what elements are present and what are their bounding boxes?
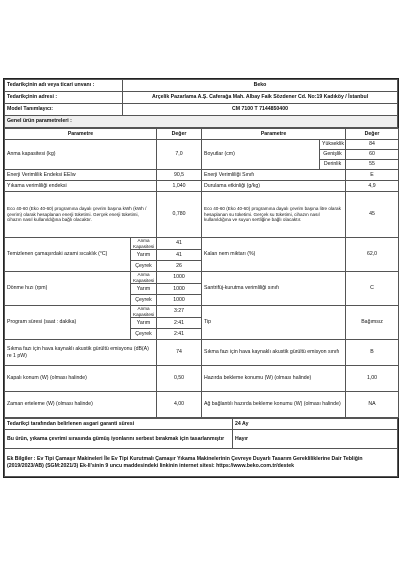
height-value: 84 [346, 140, 399, 150]
silver-ion-label: Bu ürün, yıkama çevrimi sırasında gümüş iyonlarını serbest bırakmak için tasarlanmıştır [5, 430, 233, 449]
temp-half-label: Yarım [131, 250, 157, 261]
spin-class-label: Santrifüj-kurutma verimliliği sınıfı [202, 272, 346, 306]
eei-label: Enerji Verimlilik Endeksi EEIw [5, 170, 157, 181]
address-value: Arçelik Pazarlama A.Ş. Caferağa Mah. Albay Faik Sözdener Cd. No:19 Kadıköy / İstanbul [123, 92, 398, 104]
energy-consumption-value: 0,780 [157, 192, 202, 238]
value-header-left: Değer [157, 129, 202, 140]
spin-half-value: 1000 [157, 284, 202, 295]
network-standby-value: NA [346, 392, 399, 418]
supplier-label: Tedarikçinin adı veya ticari unvanı : [5, 80, 123, 92]
capacity-value: 7,0 [157, 140, 202, 170]
temperature-label: Temizlenen çamaşırdaki azami sıcaklık (°C) [5, 238, 131, 272]
delay-start-label: Zaman erteleme (W) (olması halinde) [5, 392, 157, 418]
network-standby-label: Ağ bağlantılı hazırda bekleme konumu (W) (olması halinde) [202, 392, 346, 418]
duration-quarter-value: 2:41 [157, 329, 202, 340]
additional-info: Ek Bilgiler : Ev Tipi Çamaşır Makineleri İle Ev Tipi Kurutmalı Çamaşır Yıkama Makinelerinin Çevreye Duyarlı Tasarım Gerekliliklerine Dair Tebliğin (2019/2023/AB) (SGM:2021/3) Ek-II'sinin 9 uncu maddesindeki linkinin internet sitesi: https://www.beko.com.tr/destek [5, 449, 398, 477]
standby-value: 1,00 [346, 366, 399, 392]
header-table [4, 79, 398, 128]
width-label: Genişlik [320, 150, 346, 160]
param-header-left: Parametre [5, 129, 157, 140]
rinsing-label: Durulama etkinliği (g/kg) [202, 181, 346, 192]
noise-class-label: Sıkma fazı için hava kaynaklı akustik gürültü emisyon sınıfı [202, 340, 346, 366]
energy-class-label: Enerji Verimliliği Sınıfı [202, 170, 346, 181]
eei-value: 90,5 [157, 170, 202, 181]
noise-class-value: B [346, 340, 399, 366]
warranty-value: 24 Ay [233, 419, 398, 430]
rinsing-value: 4,9 [346, 181, 399, 192]
temp-quarter-label: Çeyrek [131, 261, 157, 272]
noise-value: 74 [157, 340, 202, 366]
parameter-table [4, 128, 399, 418]
general-title: Genel ürün parametreleri : [5, 116, 398, 128]
spin-rated-value: 1000 [157, 272, 202, 284]
footer-table [4, 418, 398, 477]
spin-class-value: C [346, 272, 399, 306]
warranty-label: Tedarikçi tarafından belirlenen asgari garanti süresi [5, 419, 233, 430]
model-value: CM 7100 T 7144850400 [123, 104, 398, 116]
spin-rated-label: Anma Kapasitesi [131, 272, 157, 284]
duration-half-value: 2:41 [157, 318, 202, 329]
duration-rated-label: Anma Kapasitesi [131, 306, 157, 318]
off-mode-label: Kapalı konum (W) (olması halinde) [5, 366, 157, 392]
washing-value: 1,040 [157, 181, 202, 192]
moisture-label: Kalan nem miktarı (%) [202, 238, 346, 272]
supplier-value: Beko [123, 80, 398, 92]
energy-class-value: E [346, 170, 399, 181]
water-consumption-label: Eco 40-60 (Eko 40-60) programına dayalı çevrim başına litre olarak hesaplanan su tüketimi. Gerçek su tüketimi, cihazın nasıl kullanıldığına ve suyun sertliğine bağlı olacaktır. [202, 192, 346, 238]
dimensions-label: Boyutlar (cm) [202, 140, 320, 170]
duration-label: Program süresi (saat : dakika) [5, 306, 131, 340]
temp-quarter-value: 26 [157, 261, 202, 272]
duration-quarter-label: Çeyrek [131, 329, 157, 340]
spin-speed-label: Dönme hızı (rpm) [5, 272, 131, 306]
value-header-right: Değer [346, 129, 399, 140]
height-label: Yükseklik [320, 140, 346, 150]
temp-rated-label: Anma Kapasitesi [131, 238, 157, 250]
spin-half-label: Yarım [131, 284, 157, 295]
delay-start-value: 4,00 [157, 392, 202, 418]
off-mode-value: 0,50 [157, 366, 202, 392]
type-label: Tip [202, 306, 346, 340]
moisture-value: 62,0 [346, 238, 399, 272]
temp-half-value: 41 [157, 250, 202, 261]
type-value: Bağımsız [346, 306, 399, 340]
water-consumption-value: 45 [346, 192, 399, 238]
depth-value: 55 [346, 160, 399, 170]
energy-consumption-label: Eco 40-60 (Eko 40-60) programına dayalı çevrim başına kWh (kWh / çevrim) olarak hesaplanan enerji tüketimi. Gerçek enerji tüketimi, cihazın nasıl kullanıldığına bağlı olacaktır. [5, 192, 157, 238]
param-header-right: Parametre [202, 129, 346, 140]
silver-ion-value: Hayır [233, 430, 398, 449]
product-information-sheet [3, 78, 399, 478]
spin-quarter-label: Çeyrek [131, 295, 157, 306]
model-label: Model Tanımlayıcı: [5, 104, 123, 116]
noise-label: Sıkma fazı için hava kaynaklı akustik gürültü emisyonu (dB(A) re 1 pW) [5, 340, 157, 366]
temp-rated-value: 41 [157, 238, 202, 250]
address-label: Tedarikçinin adresi : [5, 92, 123, 104]
duration-rated-value: 3:27 [157, 306, 202, 318]
duration-half-label: Yarım [131, 318, 157, 329]
standby-label: Hazırda bekleme konumu (W) (olması halinde) [202, 366, 346, 392]
width-value: 60 [346, 150, 399, 160]
spin-quarter-value: 1000 [157, 295, 202, 306]
washing-label: Yıkama verimliliği endeksi [5, 181, 157, 192]
capacity-label: Anma kapasitesi (kg) [5, 140, 157, 170]
depth-label: Derinlik [320, 160, 346, 170]
